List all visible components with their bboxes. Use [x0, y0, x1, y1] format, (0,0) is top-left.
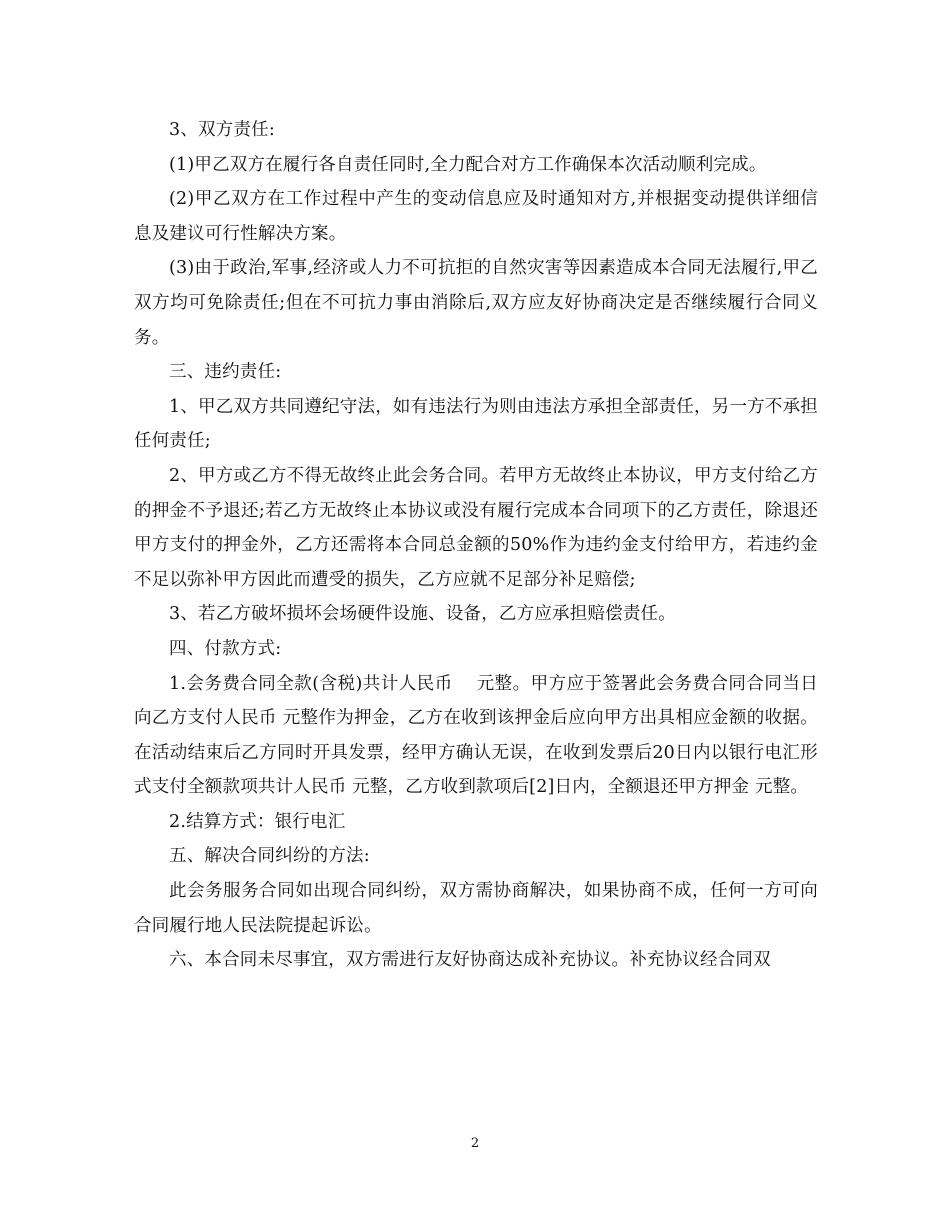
paragraph-dispute-heading: 五、解决合同纠纷的方法: — [169, 846, 370, 867]
paragraph-dispute-body: 此会务服务合同如出现合同纠纷，双方需协商解决，如果协商不成，任何一方可向合同履行地人民法院提起诉讼。 — [134, 881, 818, 936]
paragraph-payment-heading: 四、付款方式: — [169, 638, 282, 659]
document-body — [134, 113, 818, 978]
paragraph-responsibility-3: (3)由于政治,军事,经济或人力不可抗拒的自然灾害等因素造成本合同无法履行,甲乙双方均可免除责任;但在不可抗力事由消除后,双方应友好协商决定是否继续履行合同义务。 — [134, 258, 818, 348]
paragraph-supplementary: 六、本合同未尽事宜，双方需进行友好协商达成补充协议。补充协议经合同双 — [169, 950, 771, 971]
paragraph-payment-2: 2.结算方式：银行电汇 — [169, 811, 346, 832]
paragraph-breach-heading: 三、违约责任: — [169, 362, 282, 383]
paragraph-mutual-responsibilities-heading: 3、双方责任: — [169, 120, 275, 140]
paragraph-payment-1: 1.会务费合同全款(含税)共计人民币 元整。甲方应于签署此会务费合同合同当日向乙方支付人民币 元整作为押金，乙方在收到该押金后应向甲方出具相应金额的收据。在活动结束后乙方同时开具发票，经甲方确认无误，在收到发票后20日内以银行电汇形式支付全额款项共计人民币 元整，乙方收到款项后[2]日内，全额退还甲方押金 元整。 — [134, 673, 818, 798]
paragraph-breach-2: 2、甲方或乙方不得无故终止此会务合同。若甲方无故终止本协议，甲方支付给乙方的押金不予退还;若乙方无故终止本协议或没有履行完成本合同项下的乙方责任，除退还甲方支付的押金外，乙方还需将本合同总金额的50%作为违约金支付给甲方，若违约金不足以弥补甲方因此而遭受的损失，乙方应就不足部分补足赔偿; — [134, 465, 818, 590]
paragraph-responsibility-2: (2)甲乙双方在工作过程中产生的变动信息应及时通知对方,并根据变动提供详细信息及建议可行性解决方案。 — [134, 189, 818, 244]
paragraph-breach-1: 1、甲乙双方共同遵纪守法，如有违法行为则由违法方承担全部责任，另一方不承担任何责任; — [134, 396, 818, 452]
page-number: 2 — [470, 1136, 480, 1151]
paragraph-breach-3: 3、若乙方破坏损坏会场硬件设施、设备，乙方应承担赔偿责任。 — [169, 604, 676, 625]
paragraph-responsibility-1: (1)甲乙双方在履行各自责任同时,全力配合对方工作确保本次活动顺利完成。 — [169, 154, 767, 175]
